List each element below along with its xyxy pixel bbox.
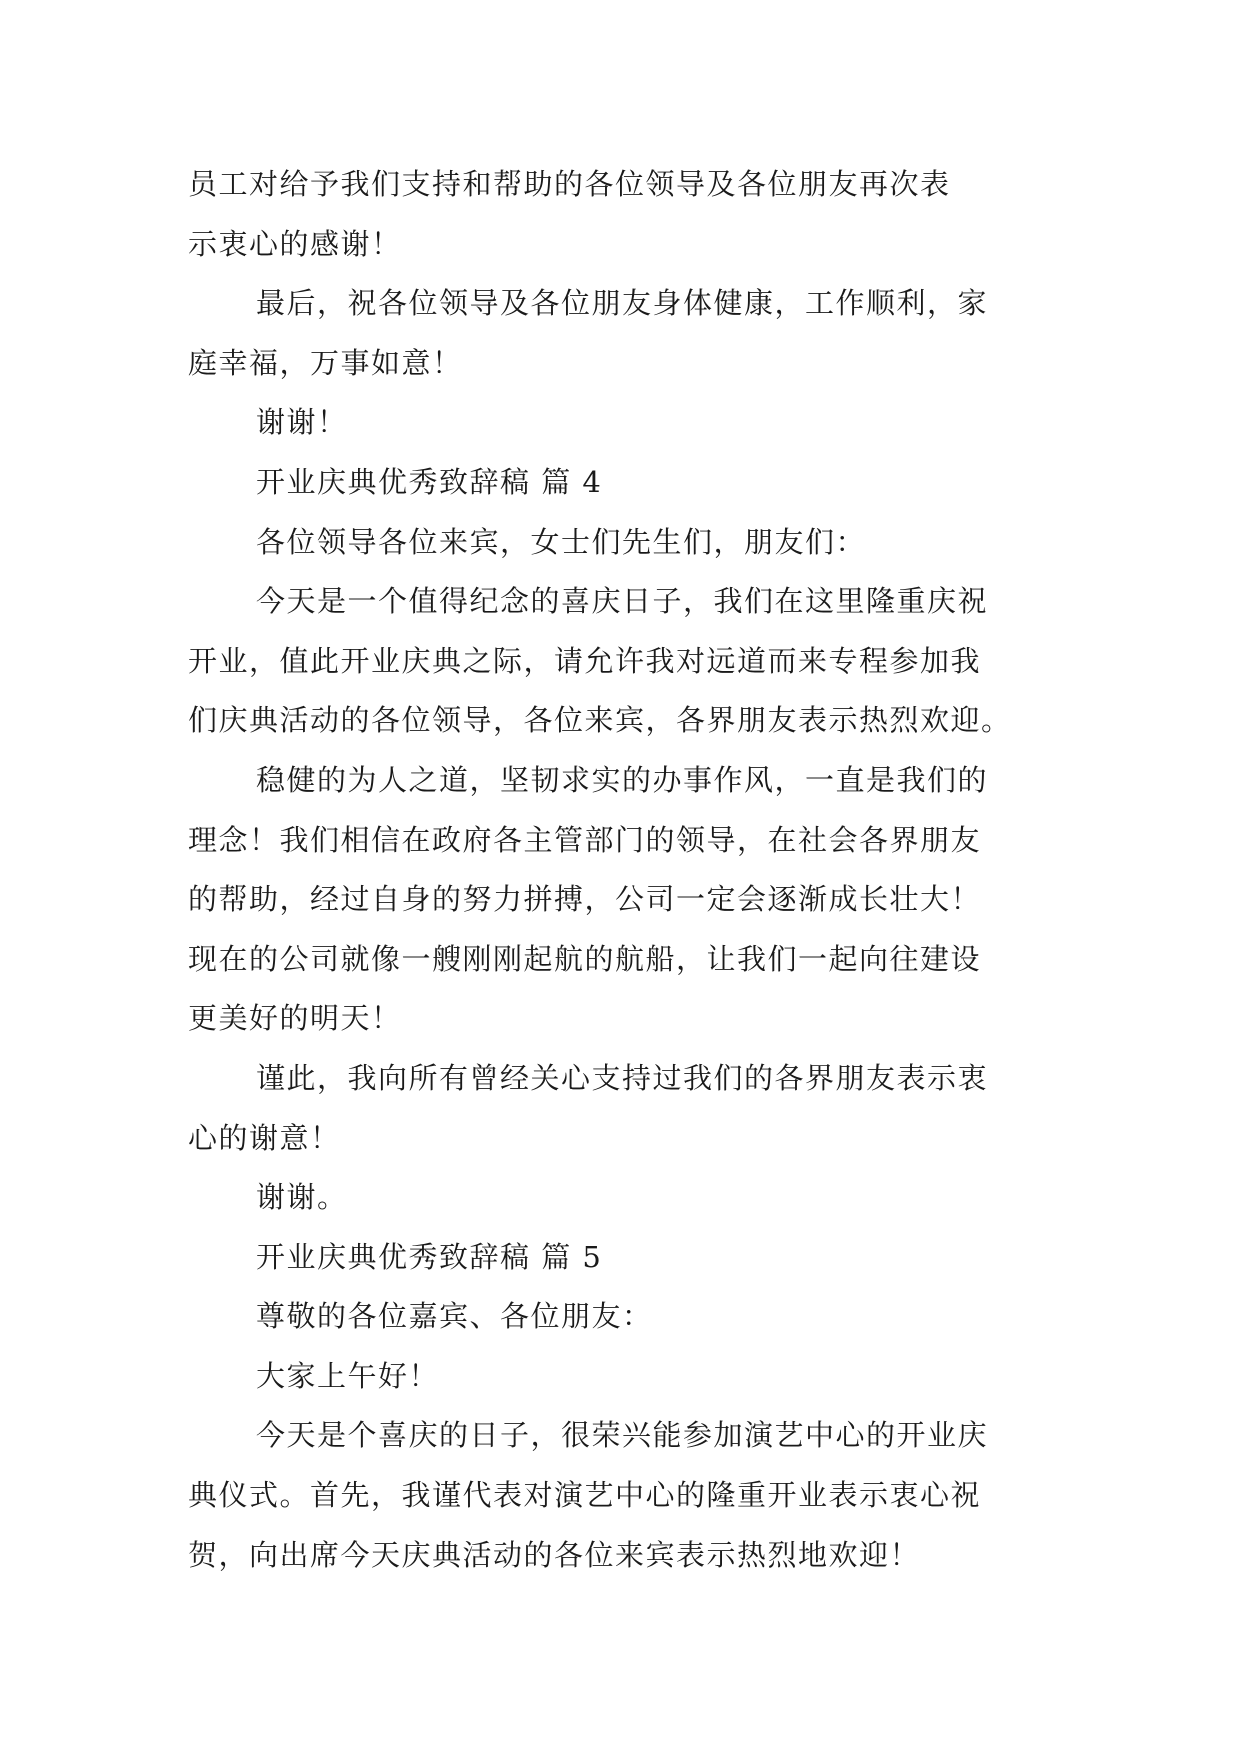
text-line: 心的谢意！ xyxy=(188,1120,341,1155)
section-heading: 开业庆典优秀致辞稿 篇 4 xyxy=(256,464,603,499)
text-line: 今天是一个值得纪念的喜庆日子，我们在这里隆重庆祝 xyxy=(256,584,989,619)
text-line: 典仪式。首先，我谨代表对演艺中心的隆重开业表示衷心祝 xyxy=(188,1478,982,1513)
text-line: 大家上午好！ xyxy=(256,1358,440,1393)
text-line: 谢谢。 xyxy=(256,1180,348,1215)
text-line: 理念！我们相信在政府各主管部门的领导，在社会各界朋友 xyxy=(188,822,982,857)
text-line: 开业，值此开业庆典之际，请允许我对远道而来专程参加我 xyxy=(188,643,982,678)
text-line: 示衷心的感谢！ xyxy=(188,226,402,261)
text-line: 贺，向出席今天庆典活动的各位来宾表示热烈地欢迎！ xyxy=(188,1537,921,1572)
text-line: 谢谢！ xyxy=(256,405,348,440)
text-line: 今天是个喜庆的日子，很荣兴能参加演艺中心的开业庆 xyxy=(256,1418,989,1453)
text-line: 的帮助，经过自身的努力拼搏，公司一定会逐渐成长壮大！ xyxy=(188,882,982,917)
text-line: 更美好的明天！ xyxy=(188,1001,402,1036)
document-body xyxy=(188,155,1058,1585)
text-line: 谨此，我向所有曾经关心支持过我们的各界朋友表示衷 xyxy=(256,1060,989,1095)
text-line: 稳健的为人之道，坚韧求实的办事作风，一直是我们的 xyxy=(256,762,989,797)
text-line: 现在的公司就像一艘刚刚起航的航船，让我们一起向往建设 xyxy=(188,941,982,976)
text-line: 员工对给予我们支持和帮助的各位领导及各位朋友再次表 xyxy=(188,167,951,201)
text-line: 们庆典活动的各位领导，各位来宾，各界朋友表示热烈欢迎。 xyxy=(188,703,1012,738)
text-line: 各位领导各位来宾，女士们先生们，朋友们： xyxy=(256,524,867,559)
section-heading: 开业庆典优秀致辞稿 篇 5 xyxy=(256,1239,603,1274)
text-line: 尊敬的各位嘉宾、各位朋友： xyxy=(256,1299,653,1334)
text-line: 庭幸福，万事如意！ xyxy=(188,345,463,380)
text-line: 最后，祝各位领导及各位朋友身体健康，工作顺利，家 xyxy=(256,286,989,321)
